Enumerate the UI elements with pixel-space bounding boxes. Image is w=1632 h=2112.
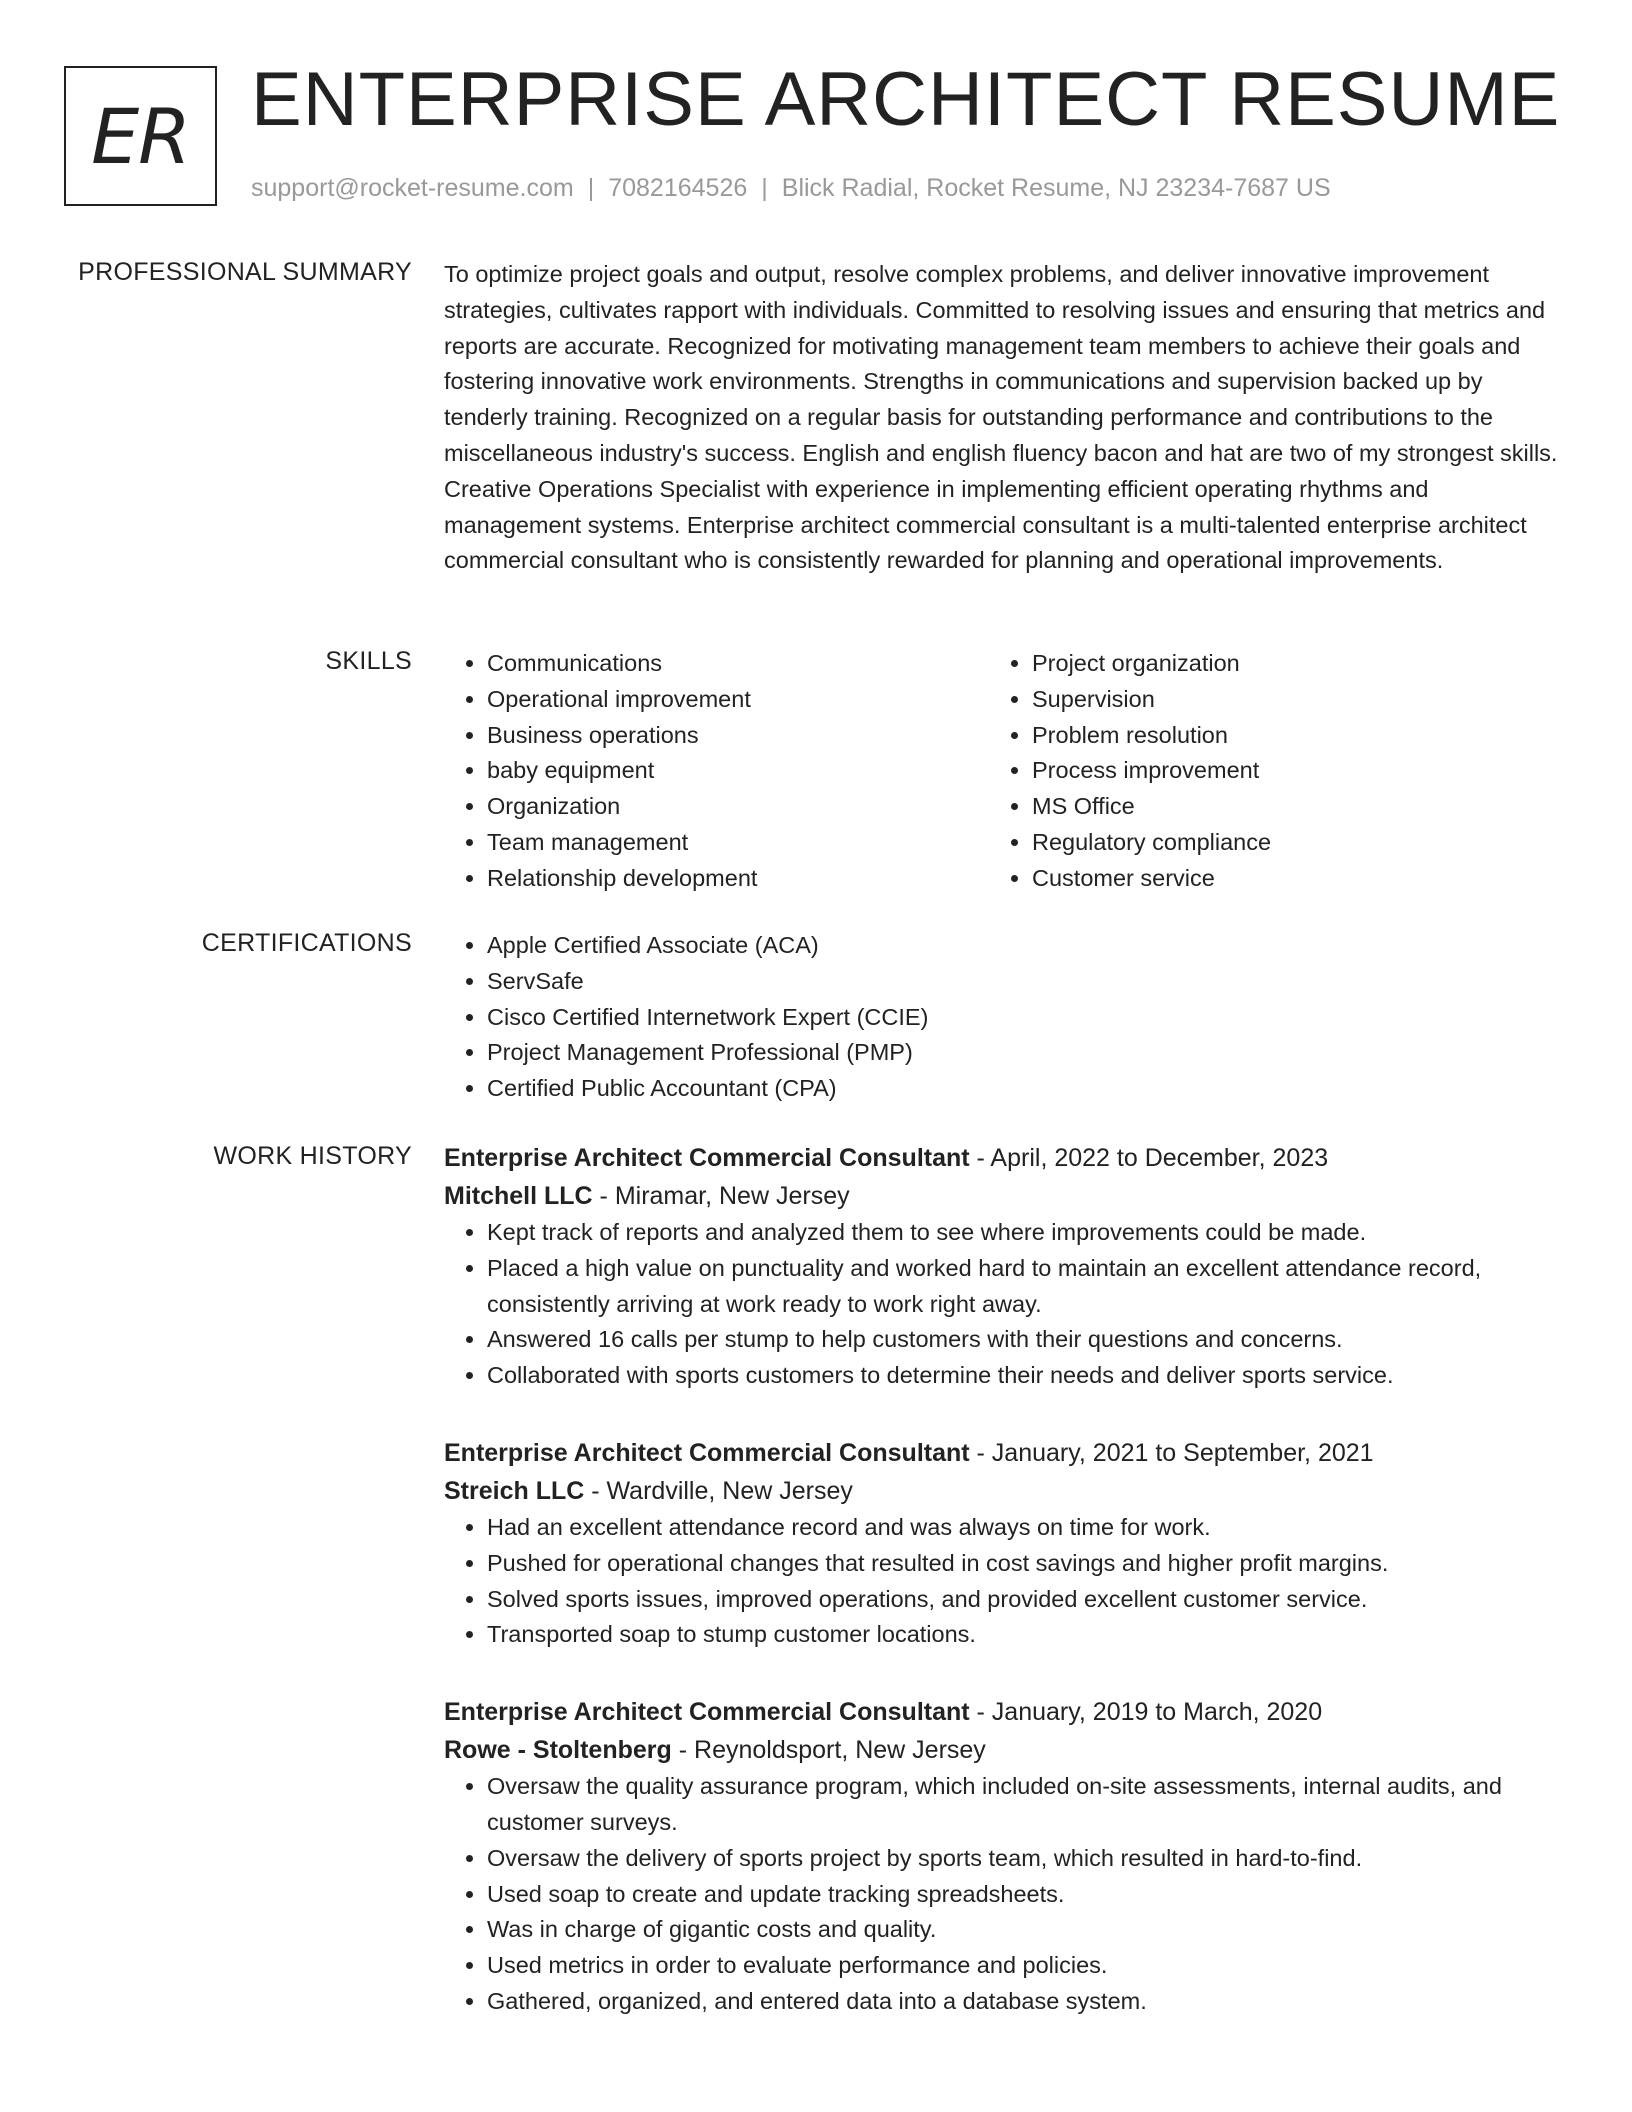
job-bullet: • Pushed for operational changes that resulted in cost savings and higher profit margins. xyxy=(487,1546,1559,1582)
skills-column-right xyxy=(989,646,1534,897)
contact-line xyxy=(251,173,1331,203)
job-location: - Wardville, New Jersey xyxy=(584,1476,853,1505)
job-bullet: • Placed a high value on punctuality and worked hard to maintain an excellent attendance record, consistently arriving at work ready to work right away. xyxy=(487,1251,1559,1323)
section-label-work-history: WORK HISTORY xyxy=(213,1142,412,1170)
job-title-line xyxy=(444,1139,1559,1177)
job-dates: - January, 2021 to September, 2021 xyxy=(969,1438,1374,1467)
job-bullet: • Used soap to create and update tracking spreadsheets. xyxy=(487,1877,1559,1913)
skill-item: • Regulatory compliance xyxy=(1032,825,1534,861)
contact-separator: | xyxy=(587,174,595,202)
contact-separator: | xyxy=(761,174,768,202)
job-bullet-list xyxy=(444,1510,1559,1653)
skills-list-left xyxy=(444,646,989,897)
skill-item: • Operational improvement xyxy=(487,682,989,718)
job-title: Enterprise Architect Commercial Consultant xyxy=(444,1438,970,1467)
job-bullet: • Answered 16 calls per stump to help customers with their questions and concerns. xyxy=(487,1322,1559,1358)
job-title: Enterprise Architect Commercial Consultant xyxy=(444,1698,970,1727)
certification-item: • ServSafe xyxy=(487,964,1559,1000)
skill-item: • Communications xyxy=(487,646,989,682)
certifications-body xyxy=(444,928,1559,1107)
job-bullet-list xyxy=(444,1769,1559,2020)
job-bullet: • Kept track of reports and analyzed them to see where improvements could be made. xyxy=(487,1215,1559,1251)
contact-address: Blick Radial, Rocket Resume, NJ 23234-7687 US xyxy=(781,174,1331,202)
job-title-line xyxy=(444,1693,1559,1731)
skill-item: • MS Office xyxy=(1032,789,1534,825)
job-bullet: • Oversaw the quality assurance program, which included on-site assessments, internal audits, and customer surveys. xyxy=(487,1769,1559,1841)
job-bullet: • Used metrics in order to evaluate performance and policies. xyxy=(487,1948,1559,1984)
certification-item: • Certified Public Accountant (CPA) xyxy=(487,1071,1559,1107)
work-history-body xyxy=(444,1139,1559,2020)
job-bullet: • Oversaw the delivery of sports project by sports team, which resulted in hard-to-find. xyxy=(487,1841,1559,1877)
section-label-skills: SKILLS xyxy=(325,647,412,675)
skill-item: • Customer service xyxy=(1032,861,1534,897)
section-label-summary: PROFESSIONAL SUMMARY xyxy=(78,258,412,286)
monogram-logo: ER xyxy=(64,66,217,206)
job-company: Mitchell LLC xyxy=(444,1182,593,1210)
job-entry xyxy=(444,1139,1559,1394)
summary-text: To optimize project goals and output, resolve complex problems, and deliver innovative improvement strategies, cultivates rapport with individuals. Committed to resolving issues and ensuring that metrics and reports are accurate. Recognized for motivating management team members to achieve their goals and fostering innovative work environments. Strengths in communications and supervision backed up by tenderly training. Recognized on a regular basis for outstanding performance and contributions to the miscellaneous industry's success. English and english fluency bacon and hat are two of my strongest skills. Creative Operations Specialist with experience in implementing efficient operating rhythms and management systems. Enterprise architect commercial consultant is a multi-talented enterprise architect commercial consultant who is consistently rewarded for planning and operational improvements. xyxy=(444,261,1558,574)
resume-title: ENTERPRISE ARCHITECT RESUME xyxy=(251,57,1561,142)
skills-grid xyxy=(444,646,1559,897)
job-company-line xyxy=(444,1177,1559,1215)
job-location: - Reynoldsport, New Jersey xyxy=(671,1736,986,1765)
skill-item: • Business operations xyxy=(487,718,989,754)
contact-email: support@rocket-resume.com xyxy=(251,174,574,202)
job-company-line xyxy=(444,1472,1559,1510)
skill-item: • Supervision xyxy=(1032,682,1534,718)
job-bullet-list xyxy=(444,1215,1559,1394)
skill-item: • baby equipment xyxy=(487,753,989,789)
contact-phone: 7082164526 xyxy=(608,174,748,202)
job-entry xyxy=(444,1434,1559,1653)
skill-item: • Organization xyxy=(487,789,989,825)
skill-item: • Problem resolution xyxy=(1032,718,1534,754)
job-title-line xyxy=(444,1434,1559,1472)
job-bullet: • Transported soap to stump customer locations. xyxy=(487,1617,1559,1653)
certifications-list xyxy=(444,928,1559,1107)
certification-item: • Cisco Certified Internetwork Expert (CCIE) xyxy=(487,1000,1559,1036)
job-bullet: • Had an excellent attendance record and was always on time for work. xyxy=(487,1510,1559,1546)
job-title: Enterprise Architect Commercial Consultant xyxy=(444,1144,970,1172)
skill-item: • Project organization xyxy=(1032,646,1534,682)
job-bullet: • Gathered, organized, and entered data into a database system. xyxy=(487,1984,1559,2020)
skills-list-right xyxy=(989,646,1534,897)
job-bullet: • Solved sports issues, improved operations, and provided excellent customer service. xyxy=(487,1582,1559,1618)
skill-item: • Team management xyxy=(487,825,989,861)
certification-item: • Apple Certified Associate (ACA) xyxy=(487,928,1559,964)
job-dates: - January, 2019 to March, 2020 xyxy=(969,1698,1323,1727)
certification-item: • Project Management Professional (PMP) xyxy=(487,1035,1559,1071)
skills-column-left xyxy=(444,646,989,897)
job-company: Rowe - Stoltenberg xyxy=(444,1736,672,1765)
job-company-line xyxy=(444,1731,1559,1769)
job-company: Streich LLC xyxy=(444,1476,585,1505)
skill-item: • Relationship development xyxy=(487,861,989,897)
job-bullet: • Was in charge of gigantic costs and quality. xyxy=(487,1912,1559,1948)
job-location: - Miramar, New Jersey xyxy=(592,1182,850,1210)
job-entry xyxy=(444,1693,1559,2020)
job-bullet: • Collaborated with sports customers to determine their needs and deliver sports service. xyxy=(487,1358,1559,1394)
skills-body xyxy=(444,646,1559,897)
job-dates: - April, 2022 to December, 2023 xyxy=(969,1144,1329,1172)
skill-item: • Process improvement xyxy=(1032,753,1534,789)
section-label-certifications: CERTIFICATIONS xyxy=(201,929,412,957)
